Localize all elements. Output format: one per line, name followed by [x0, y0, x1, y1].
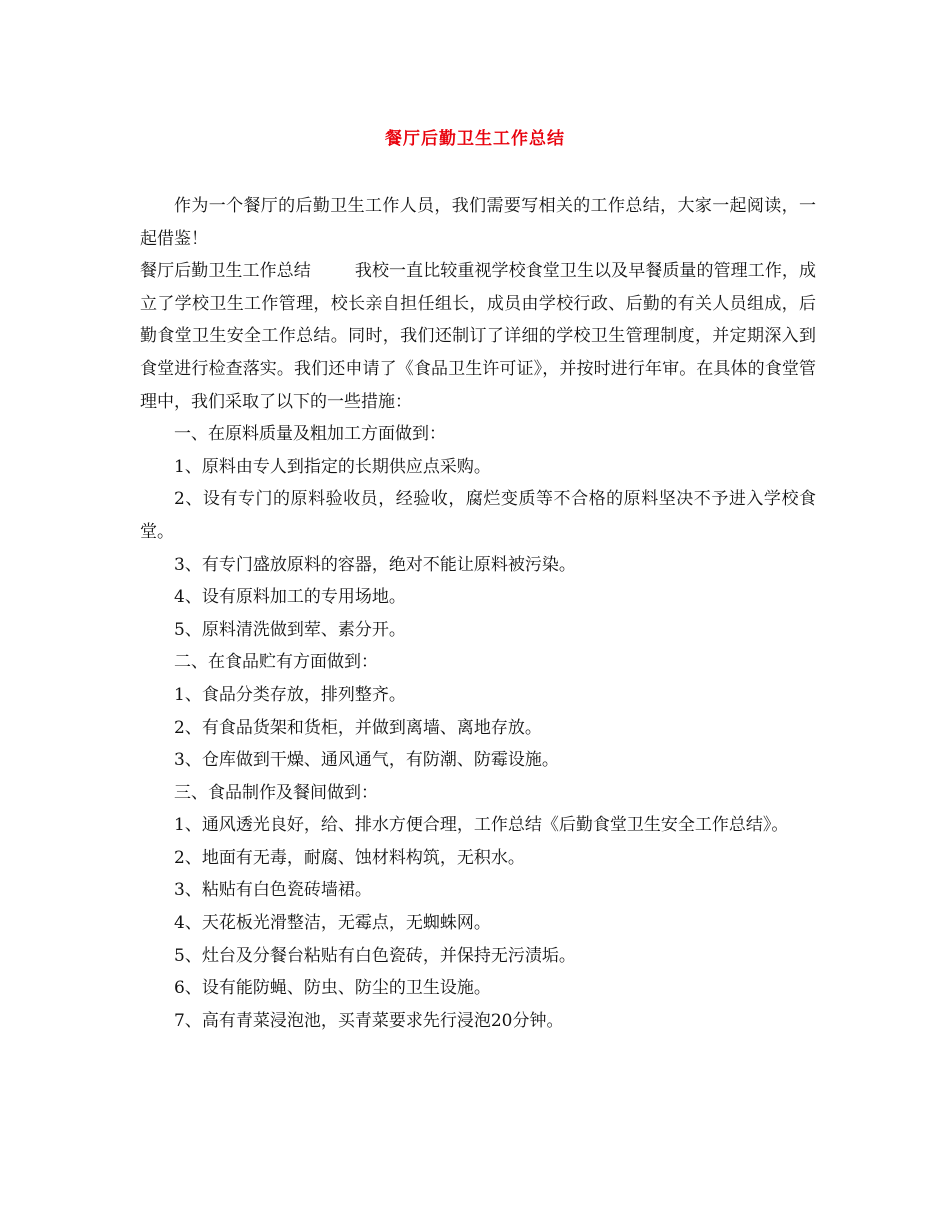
section-heading: 二、在食品贮有方面做到：	[174, 652, 378, 673]
list-item: 3、仓库做到干燥、通风通气，有防潮、防霉设施。	[174, 750, 559, 771]
list-item: 5、灶台及分餐台粘贴有白色瓷砖，并保持无污渍垢。	[174, 945, 576, 966]
section-heading: 三、食品制作及餐间做到：	[174, 782, 378, 803]
intro-paragraph: 作为一个餐厅的后勤卫生工作人员，我们需要写相关的工作总结，大家一起阅读，一起借鉴！	[140, 196, 816, 249]
document-body	[140, 190, 816, 1037]
list-item: 3、有专门盛放原料的容器，绝对不能让原料被污染。	[174, 554, 576, 575]
document-title: 餐厅后勤卫生工作总结	[385, 129, 565, 149]
list-item: 1、食品分类存放，排列整齐。	[174, 684, 406, 705]
lead-label: 餐厅后勤卫生工作总结	[140, 261, 311, 282]
list-item: 1、通风透光良好，给、排水方便合理，工作总结《后勤食堂卫生安全工作总结》。	[174, 815, 789, 836]
list-item: 3、粘贴有白色瓷砖墙裙。	[174, 880, 372, 901]
list-item: 2、设有专门的原料验收员，经验收，腐烂变质等不合格的原料坚决不予进入学校食堂。	[140, 489, 816, 542]
list-item: 2、有食品货架和货柜，并做到离墙、离地存放。	[174, 717, 542, 738]
list-item: 7、高有青菜浸泡池，买青菜要求先行浸泡20分钟。	[174, 1010, 564, 1031]
section-heading: 一、在原料质量及粗加工方面做到：	[174, 424, 446, 445]
list-item: 6、设有能防蝇、防虫、防尘的卫生设施。	[174, 978, 491, 999]
list-item: 2、地面有无毒，耐腐、蚀材料构筑，无积水。	[174, 847, 525, 868]
list-item: 5、原料清洗做到荤、素分开。	[174, 619, 406, 640]
list-item: 4、天花板光滑整洁，无霉点，无蜘蛛网。	[174, 913, 491, 934]
list-item: 1、原料由专人到指定的长期供应点采购。	[174, 456, 491, 477]
lead-paragraph	[140, 255, 816, 418]
list-item: 4、设有原料加工的专用场地。	[174, 587, 406, 608]
lead-text: 我校一直比较重视学校食堂卫生以及早餐质量的管理工作，成立了学校卫生工作管理，校长亲自担任组长，成员由学校行政、后勤的有关人员组成，后勤食堂卫生安全工作总结。同时，我们还制订了详细的学校卫生管理制度，并定期深入到食堂进行检查落实。我们还申请了《食品卫生许可证》，并按时进行年审。在具体的食堂管理中，我们采取了以下的一些措施：	[140, 261, 817, 412]
